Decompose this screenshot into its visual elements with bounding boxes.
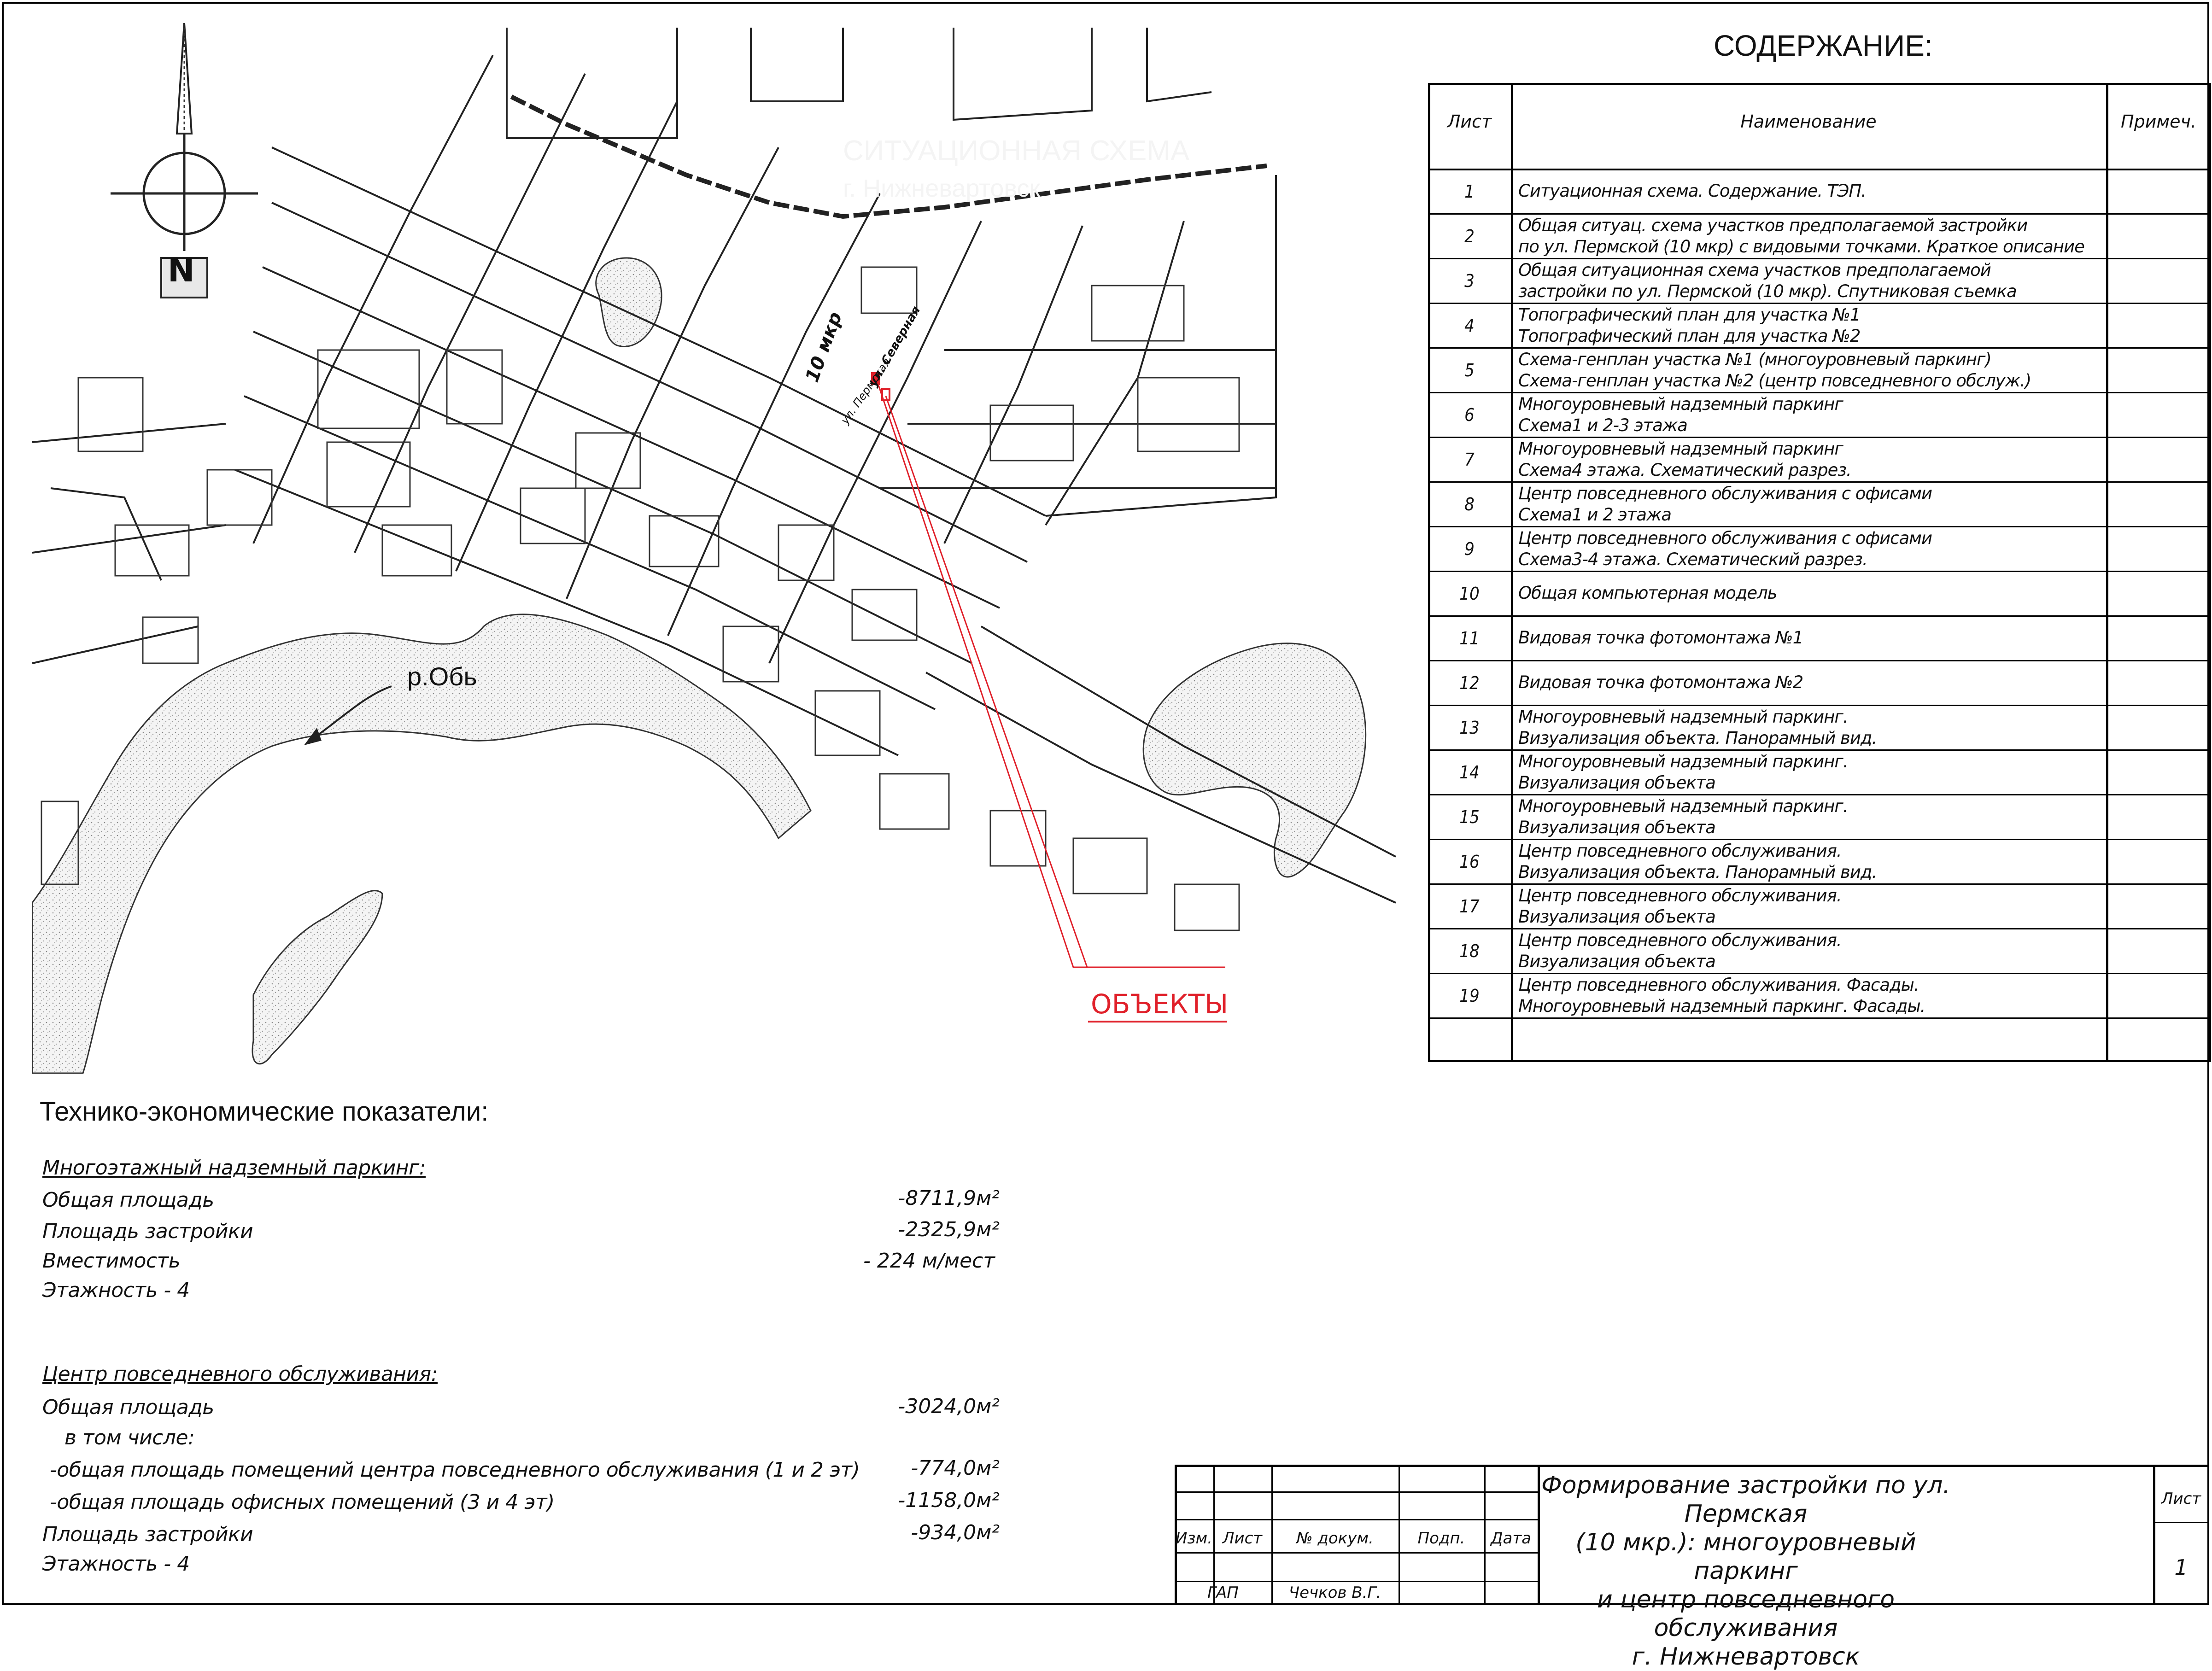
parking-capacity-label: Вместимость — [42, 1249, 181, 1273]
toc-row-name: Центр повседневного обслуживания. Визуализация объекта — [1518, 886, 1842, 927]
center-office-area-label: -общая площадь офисных помещений (3 и 4 эт) — [50, 1490, 555, 1514]
map-label-district: 10 мкр — [802, 309, 847, 385]
toc-row-name: Центр повседневного обслуживания. Визуализация объекта — [1518, 930, 1842, 971]
north-letter: N — [168, 251, 195, 289]
toc-row-number: 5 — [1464, 360, 1475, 380]
toc-row-number: 8 — [1464, 494, 1475, 514]
toc-row-name: Ситуационная схема. Содержание. ТЭП. — [1518, 181, 1866, 201]
contents-title: СОДЕРЖАНИЕ: — [1714, 29, 1933, 62]
toc-row-number: 13 — [1459, 718, 1480, 738]
toc-row-number: 3 — [1464, 271, 1475, 291]
toc-row-name: Центр повседневного обслуживания. Фасады. Многоуровневый надземный паркинг. Фасады. — [1518, 975, 1925, 1016]
tb-role: ГАП — [1207, 1583, 1239, 1602]
toc-header-name: Наименование — [1740, 111, 1877, 132]
toc-row-name: Многоуровневый надземный паркинг. Визуализация объекта — [1518, 796, 1848, 837]
toc-row-number: 9 — [1464, 539, 1475, 559]
tb-col-date: Дата — [1490, 1529, 1532, 1548]
tb-project-title: Формирование застройки по ул. Пермская (10 мкр.): многоуровневый паркинг и центр повседневного обслуживания г. Нижневартовск — [1541, 1472, 1950, 1671]
toc-row-number: 19 — [1459, 986, 1480, 1006]
map-watermark-title: СИТУАЦИОННАЯ СХЕМА — [843, 135, 1190, 167]
title-block — [1175, 1465, 2209, 1671]
toc-row-number: 1 — [1464, 181, 1475, 202]
tb-person: Чечков В.Г. — [1288, 1583, 1381, 1602]
tb-col-list: Лист — [1222, 1529, 1263, 1548]
center-built-area-value: -934,0м² — [911, 1521, 1000, 1544]
tb-sheet-number: 1 — [2174, 1555, 2188, 1580]
toc-row-name: Многоуровневый надземный паркинг. Визуализация объекта. Панорамный вид. — [1518, 707, 1877, 748]
map-label-river: р.Обь — [407, 662, 477, 691]
toc-header-sheet: Лист — [1447, 111, 1492, 132]
toc-row-name: Общая ситуац. схема участков предполагаемой застройки по ул. Пермской (10 мкр) с видовыми точками. Краткое описание — [1518, 216, 2084, 257]
toc-row-name: Видовая точка фотомонтажа №1 — [1518, 628, 1803, 648]
tb-col-doc: № докум. — [1296, 1529, 1374, 1548]
map-label-street-severnaya: ул. Северная — [866, 304, 924, 389]
tb-col-sign: Подп. — [1417, 1529, 1465, 1548]
center-service-area-label: -общая площадь помещений центра повседневного обслуживания (1 и 2 эт) — [50, 1458, 860, 1482]
center-including: в том числе: — [64, 1426, 195, 1449]
toc-row-name: Топографический план для участка №1 Топографический план для участка №2 — [1518, 305, 1861, 346]
toc-row-number: 11 — [1459, 628, 1480, 649]
parking-total-area-value: -8711,9м² — [898, 1186, 1000, 1210]
toc-row-number: 15 — [1459, 807, 1480, 827]
toc-row-name: Центр повседневного обслуживания с офисами Схема1 и 2 этажа — [1518, 484, 1932, 525]
toc-row-number: 17 — [1459, 896, 1480, 917]
toc-row-number: 14 — [1459, 762, 1480, 783]
objects-underline — [1088, 1021, 1227, 1022]
toc-row-name: Многоуровневый надземный паркинг. Визуализация объекта — [1518, 752, 1848, 793]
center-total-area-value: -3024,0м² — [898, 1395, 1000, 1418]
toc-row-number: 16 — [1459, 852, 1480, 872]
center-built-area-label: Площадь застройки — [42, 1523, 253, 1546]
tep-title: Технико-экономические показатели: — [40, 1097, 489, 1127]
parking-heading: Многоэтажный надземный паркинг: — [42, 1156, 426, 1180]
toc-row-number: 10 — [1459, 584, 1480, 604]
toc-row-name: Общая компьютерная модель — [1518, 583, 1777, 603]
map-watermark-city: г. Нижневартовск — [843, 175, 1041, 202]
center-service-area-value: -774,0м² — [911, 1456, 1000, 1480]
tb-sheet-label: Лист — [2161, 1490, 2201, 1508]
map-label-objects: ОБЪЕКТЫ — [1091, 988, 1229, 1020]
toc-row-name: Многоуровневый надземный паркинг Схема1 и 2-3 этажа — [1518, 394, 1843, 435]
toc-row-name: Общая ситуационная схема участков предполагаемой застройки по ул. Пермской (10 мкр). Спутниковая съемка — [1518, 260, 2017, 301]
toc-row-name: Центр повседневного обслуживания. Визуализация объекта. Панорамный вид. — [1518, 841, 1877, 882]
parking-total-area-label: Общая площадь — [42, 1188, 214, 1212]
toc-row-number: 6 — [1464, 405, 1475, 425]
toc-row-name: Видовая точка фотомонтажа №2 — [1518, 672, 1803, 692]
toc-row-name: Многоуровневый надземный паркинг Схема4 этажа. Схематический разрез. — [1518, 439, 1851, 480]
parking-built-area-value: -2325,9м² — [898, 1218, 1000, 1241]
tb-col-izm: Изм. — [1176, 1529, 1212, 1548]
center-heading: Центр повседневного обслуживания: — [42, 1362, 438, 1386]
toc-row-name: Центр повседневного обслуживания с офисами Схема3-4 этажа. Схематический разрез. — [1518, 528, 1932, 569]
map-label-street-permskaya: ул. Пермская — [838, 356, 894, 427]
parking-floors: Этажность - 4 — [42, 1279, 190, 1302]
toc-row-number: 2 — [1464, 226, 1475, 246]
parking-built-area-label: Площадь застройки — [42, 1220, 253, 1243]
toc-header-note: Примеч. — [2121, 111, 2196, 132]
center-total-area-label: Общая площадь — [42, 1396, 214, 1419]
contents-table — [1428, 83, 2211, 1064]
center-office-area-value: -1158,0м² — [898, 1489, 1000, 1512]
toc-row-number: 18 — [1459, 941, 1480, 961]
center-floors: Этажность - 4 — [42, 1552, 190, 1576]
toc-row-number: 12 — [1459, 673, 1480, 693]
toc-row-number: 7 — [1464, 450, 1475, 470]
toc-row-name: Схема-генплан участка №1 (многоуровневый паркинг) Схема-генплан участка №2 (центр повседневного обслуж.) — [1518, 350, 2031, 391]
toc-row-number: 4 — [1464, 316, 1475, 336]
parking-capacity-value: - 224 м/мест — [863, 1249, 995, 1273]
